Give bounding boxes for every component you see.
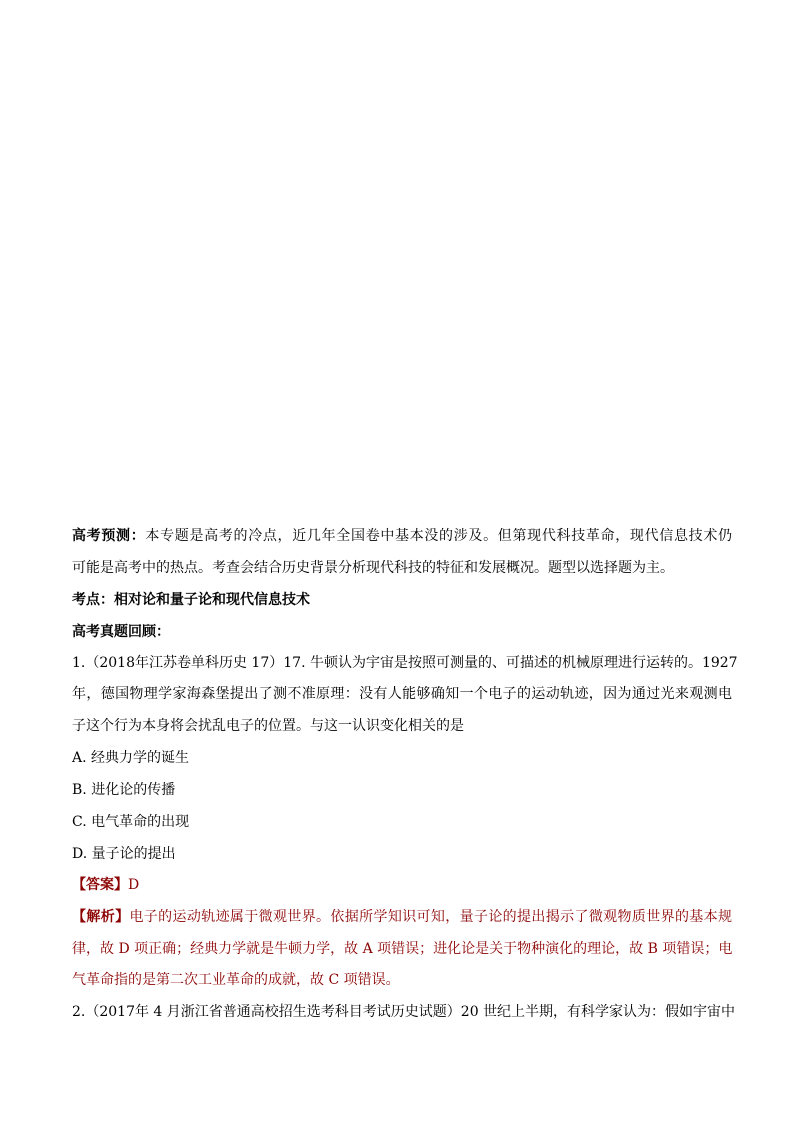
q1-stem-line-1: 1.（2018年江苏卷单科历史 17）17. 牛顿认为宇宙是按照可测量的、可描述的机械原理进行运转的。1927 [72,655,738,671]
q1-answer [72,875,732,895]
q1-option-d: D. 量子论的提出 [72,846,176,862]
q1-analysis-line-2: 律，故 D 项正确；经典力学就是牛顿力学，故 A 项错误；进化论是关于物种演化的理论，故 B 项错误；电 [72,941,733,957]
q1-option-b: B. 进化论的传播 [72,782,176,798]
review-heading: 高考真题回顾： [72,624,170,640]
answer-label: 【答案】 [72,877,128,893]
q1-stem-line-2: 年，德国物理学家海森堡提出了测不准原理：没有人能够确知一个电子的运动轨迹，因为通过光来观测电 [72,686,732,702]
forecast-label: 高考预测： [72,528,146,544]
forecast-line-2: 可能是高考中的热点。考查会结合历史背景分析现代科技的特征和发展概况。题型以选择题为主。 [72,560,674,576]
q1-option-a: A. 经典力学的诞生 [72,750,190,766]
kaodian-heading: 考点：相对论和量子论和现代信息技术 [72,592,310,608]
answer-value: D [128,877,140,893]
q1-stem-line-3: 子这个行为本身将会扰乱电子的位置。与这一认识变化相关的是 [72,718,464,734]
forecast-line-1 [72,526,732,546]
q2-stem-line-1: 2.（2017年 4 月浙江省普通高校招生选考科目考试历史试题）20 世纪上半期，有科学家认为：假如宇宙中 [72,1004,736,1020]
q1-option-c: C. 电气革命的出现 [72,814,190,830]
analysis-label: 【解析】 [72,909,130,925]
q1-analysis-line-1 [72,907,732,927]
forecast-text-1: 本专题是高考的冷点，近几年全国卷中基本没的涉及。但第现代科技革命，现代信息技术仍 [145,528,733,544]
analysis-text-1: 电子的运动轨迹属于微观世界。依据所学知识可知，量子论的提出揭示了微观物质世界的基本规 [129,909,733,925]
q1-analysis-line-3: 气革命指的是第二次工业革命的成就，故 C 项错误。 [72,972,400,988]
